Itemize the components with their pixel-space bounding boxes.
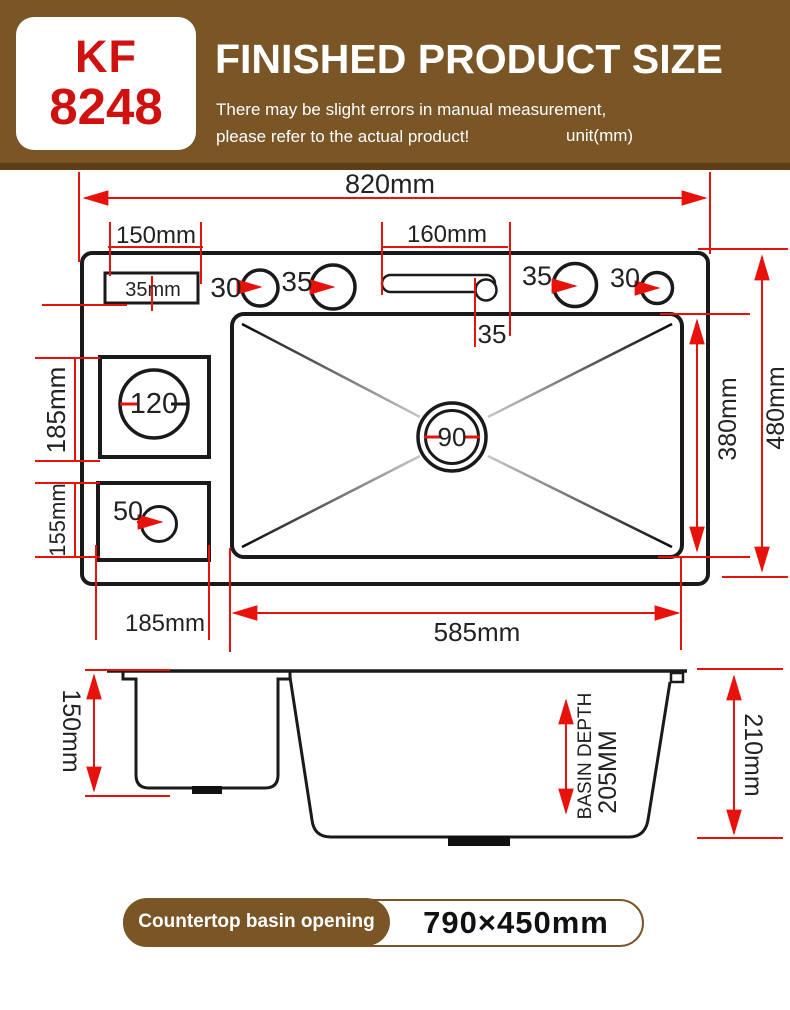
label-30-left: 30 xyxy=(210,272,242,303)
countertop-opening-badge xyxy=(123,899,644,947)
unit-note: unit(mm) xyxy=(566,126,634,145)
label-90: 90 xyxy=(437,422,467,452)
small-basin-drain xyxy=(192,786,222,794)
label-155: 155mm xyxy=(45,483,70,557)
page-title: FINISHED PRODUCT SIZE xyxy=(215,36,723,82)
disclaimer-line-2: please refer to the actual product! xyxy=(216,127,470,146)
label-185-bottom: 185mm xyxy=(124,610,206,637)
label-210: 210mm xyxy=(739,713,767,797)
badge-label: Countertop basin opening xyxy=(123,898,390,946)
label-basin-depth: BASIN DEPTH xyxy=(575,692,596,820)
label-35-left: 35 xyxy=(281,266,313,297)
label-185-left: 185mm xyxy=(41,366,71,454)
label-35-right: 35 xyxy=(521,261,553,291)
disclaimer-line-1: There may be slight errors in manual measurement, xyxy=(216,100,607,119)
label-380: 380mm xyxy=(714,377,742,461)
label-30-right: 30 xyxy=(609,263,641,293)
label-820: 820mm xyxy=(344,169,436,199)
model-code-prefix: KF xyxy=(75,31,137,83)
large-basin-drain xyxy=(448,836,510,846)
label-120: 120 xyxy=(129,388,179,420)
label-35-slot: 35 xyxy=(477,319,507,349)
small-basin-profile xyxy=(123,671,290,788)
label-480: 480mm xyxy=(762,366,790,450)
label-150-side: 150mm xyxy=(57,689,85,773)
badge-value: 790×450mm xyxy=(423,905,609,940)
label-585: 585mm xyxy=(433,617,521,647)
rim-lip-right xyxy=(671,673,683,682)
label-150: 150mm xyxy=(115,222,197,249)
label-50: 50 xyxy=(112,496,144,526)
label-35mm: 35mm xyxy=(125,279,181,301)
label-205mm: 205MM xyxy=(594,730,622,814)
model-code-number: 8248 xyxy=(49,78,163,136)
label-160: 160mm xyxy=(406,221,488,248)
waterfall-slot-end xyxy=(476,280,497,301)
